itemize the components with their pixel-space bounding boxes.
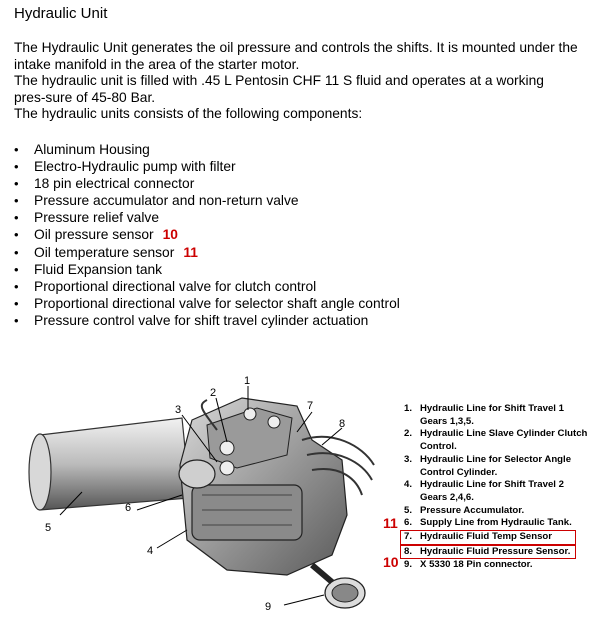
- component-list: [14, 141, 400, 329]
- annotation-marker: 11: [183, 244, 198, 260]
- legend-text: Hydraulic Line for Shift Travel 2 Gears 2,4,6.: [420, 479, 564, 503]
- bullet-icon: •: [14, 312, 19, 328]
- callout-4: 4: [147, 545, 154, 557]
- connector: [312, 565, 365, 608]
- list-item: [14, 226, 400, 243]
- bullet-icon: •: [14, 159, 19, 175]
- legend-number: 9.: [404, 559, 413, 571]
- bullet-icon: •: [14, 295, 19, 311]
- list-item-text: Pressure accumulator and non-return valve: [34, 193, 299, 209]
- legend-text: Pressure Accumulator.: [420, 504, 525, 516]
- bullet-icon: •: [14, 244, 19, 260]
- legend-number: 6.: [404, 517, 413, 529]
- legend-number: 3.: [404, 453, 413, 465]
- accumulator-cylinder: [29, 418, 190, 510]
- list-item-text: Oil temperature sensor: [34, 244, 175, 260]
- legend-item-highlighted: [400, 530, 576, 545]
- legend-number: 7.: [404, 531, 413, 543]
- list-item: [14, 295, 400, 312]
- callout-2: 2: [210, 387, 217, 399]
- list-item-text: Proportional directional valve for clutch control: [34, 278, 317, 294]
- bullet-icon: •: [14, 176, 19, 192]
- legend-number: 1.: [404, 403, 413, 414]
- legend-item: [404, 517, 590, 530]
- list-item: [14, 312, 400, 329]
- callout-1: 1: [244, 375, 251, 387]
- bullet-icon: •: [14, 210, 19, 226]
- hydraulic-unit-diagram: [12, 370, 392, 625]
- list-item-text: Proportional directional valve for selector shaft angle control: [34, 295, 400, 311]
- annotation-marker-10: 10: [383, 554, 399, 570]
- legend-number: 2.: [404, 428, 413, 440]
- legend-item: [404, 428, 590, 453]
- legend-text: Hydraulic Fluid Temp Sensor: [420, 531, 553, 543]
- list-item: [14, 278, 400, 295]
- bullet-icon: •: [14, 261, 19, 277]
- callout-7: 7: [307, 400, 314, 412]
- list-item: [14, 158, 400, 175]
- intro-paragraph-2: The hydraulic unit is filled with .45 L Pentosin CHF 11 S fluid and operates at a working pres-sure of 45-80 Bar.: [14, 73, 544, 105]
- list-item: [14, 175, 400, 192]
- legend-text: Hydraulic Line Slave Cylinder Clutch Control.: [420, 428, 588, 453]
- legend-item: [404, 505, 590, 518]
- legend-text: Hydraulic Line for Shift Travel 1 Gears 1,3,5.: [420, 403, 564, 427]
- callout-9: 9: [265, 601, 272, 613]
- list-item-text: Fluid Expansion tank: [34, 261, 163, 277]
- list-item-text: 18 pin electrical connector: [34, 176, 195, 192]
- annotation-marker-11: 11: [383, 515, 398, 531]
- bullet-icon: •: [14, 278, 19, 294]
- annotation-marker: 10: [162, 227, 178, 243]
- callout-8: 8: [339, 418, 346, 430]
- list-item: [14, 209, 400, 226]
- diagram-legend: [404, 403, 590, 572]
- list-item-text: Oil pressure sensor: [34, 227, 154, 243]
- intro-paragraph-1: The Hydraulic Unit generates the oil pressure and controls the shifts. It is mounted under the intake manifold in the area of the starter motor.: [14, 40, 578, 72]
- list-item: [14, 261, 400, 278]
- list-item-text: Pressure control valve for shift travel cylinder actuation: [34, 312, 369, 328]
- expansion-tank: [179, 460, 215, 488]
- intro-paragraph-3: The hydraulic units consists of the following components:: [14, 106, 363, 121]
- bullet-icon: •: [14, 193, 19, 209]
- legend-text: Hydraulic Fluid Pressure Sensor.: [420, 545, 571, 557]
- legend-text: X 5330 18 Pin connector.: [420, 559, 533, 571]
- callout-5: 5: [45, 522, 52, 534]
- list-item: [14, 244, 400, 261]
- legend-item: [404, 403, 590, 428]
- bullet-icon: •: [14, 227, 19, 243]
- list-item-text: Aluminum Housing: [34, 142, 150, 157]
- legend-item-highlighted: [400, 545, 576, 560]
- legend-item: [404, 454, 590, 479]
- list-item-text: Pressure relief valve: [34, 210, 159, 226]
- legend-item: [404, 479, 590, 504]
- bullet-icon: •: [14, 142, 19, 157]
- legend-number: 5.: [404, 504, 413, 516]
- intro-text: [14, 40, 579, 123]
- legend-text: Hydraulic Line for Selector Angle Control Cylinder.: [420, 453, 572, 478]
- callout-3: 3: [175, 404, 182, 416]
- page-title: Hydraulic Unit: [14, 5, 108, 22]
- list-item: [14, 141, 400, 158]
- list-item: [14, 192, 400, 209]
- legend-text: Supply Line from Hydraulic Tank.: [420, 517, 572, 529]
- list-item-text: Electro-Hydraulic pump with filter: [34, 159, 236, 175]
- legend-number: 8.: [404, 545, 413, 557]
- legend-item: [404, 559, 590, 572]
- legend-number: 4.: [404, 479, 413, 491]
- pump-motor: [192, 485, 302, 540]
- callout-6: 6: [125, 502, 132, 514]
